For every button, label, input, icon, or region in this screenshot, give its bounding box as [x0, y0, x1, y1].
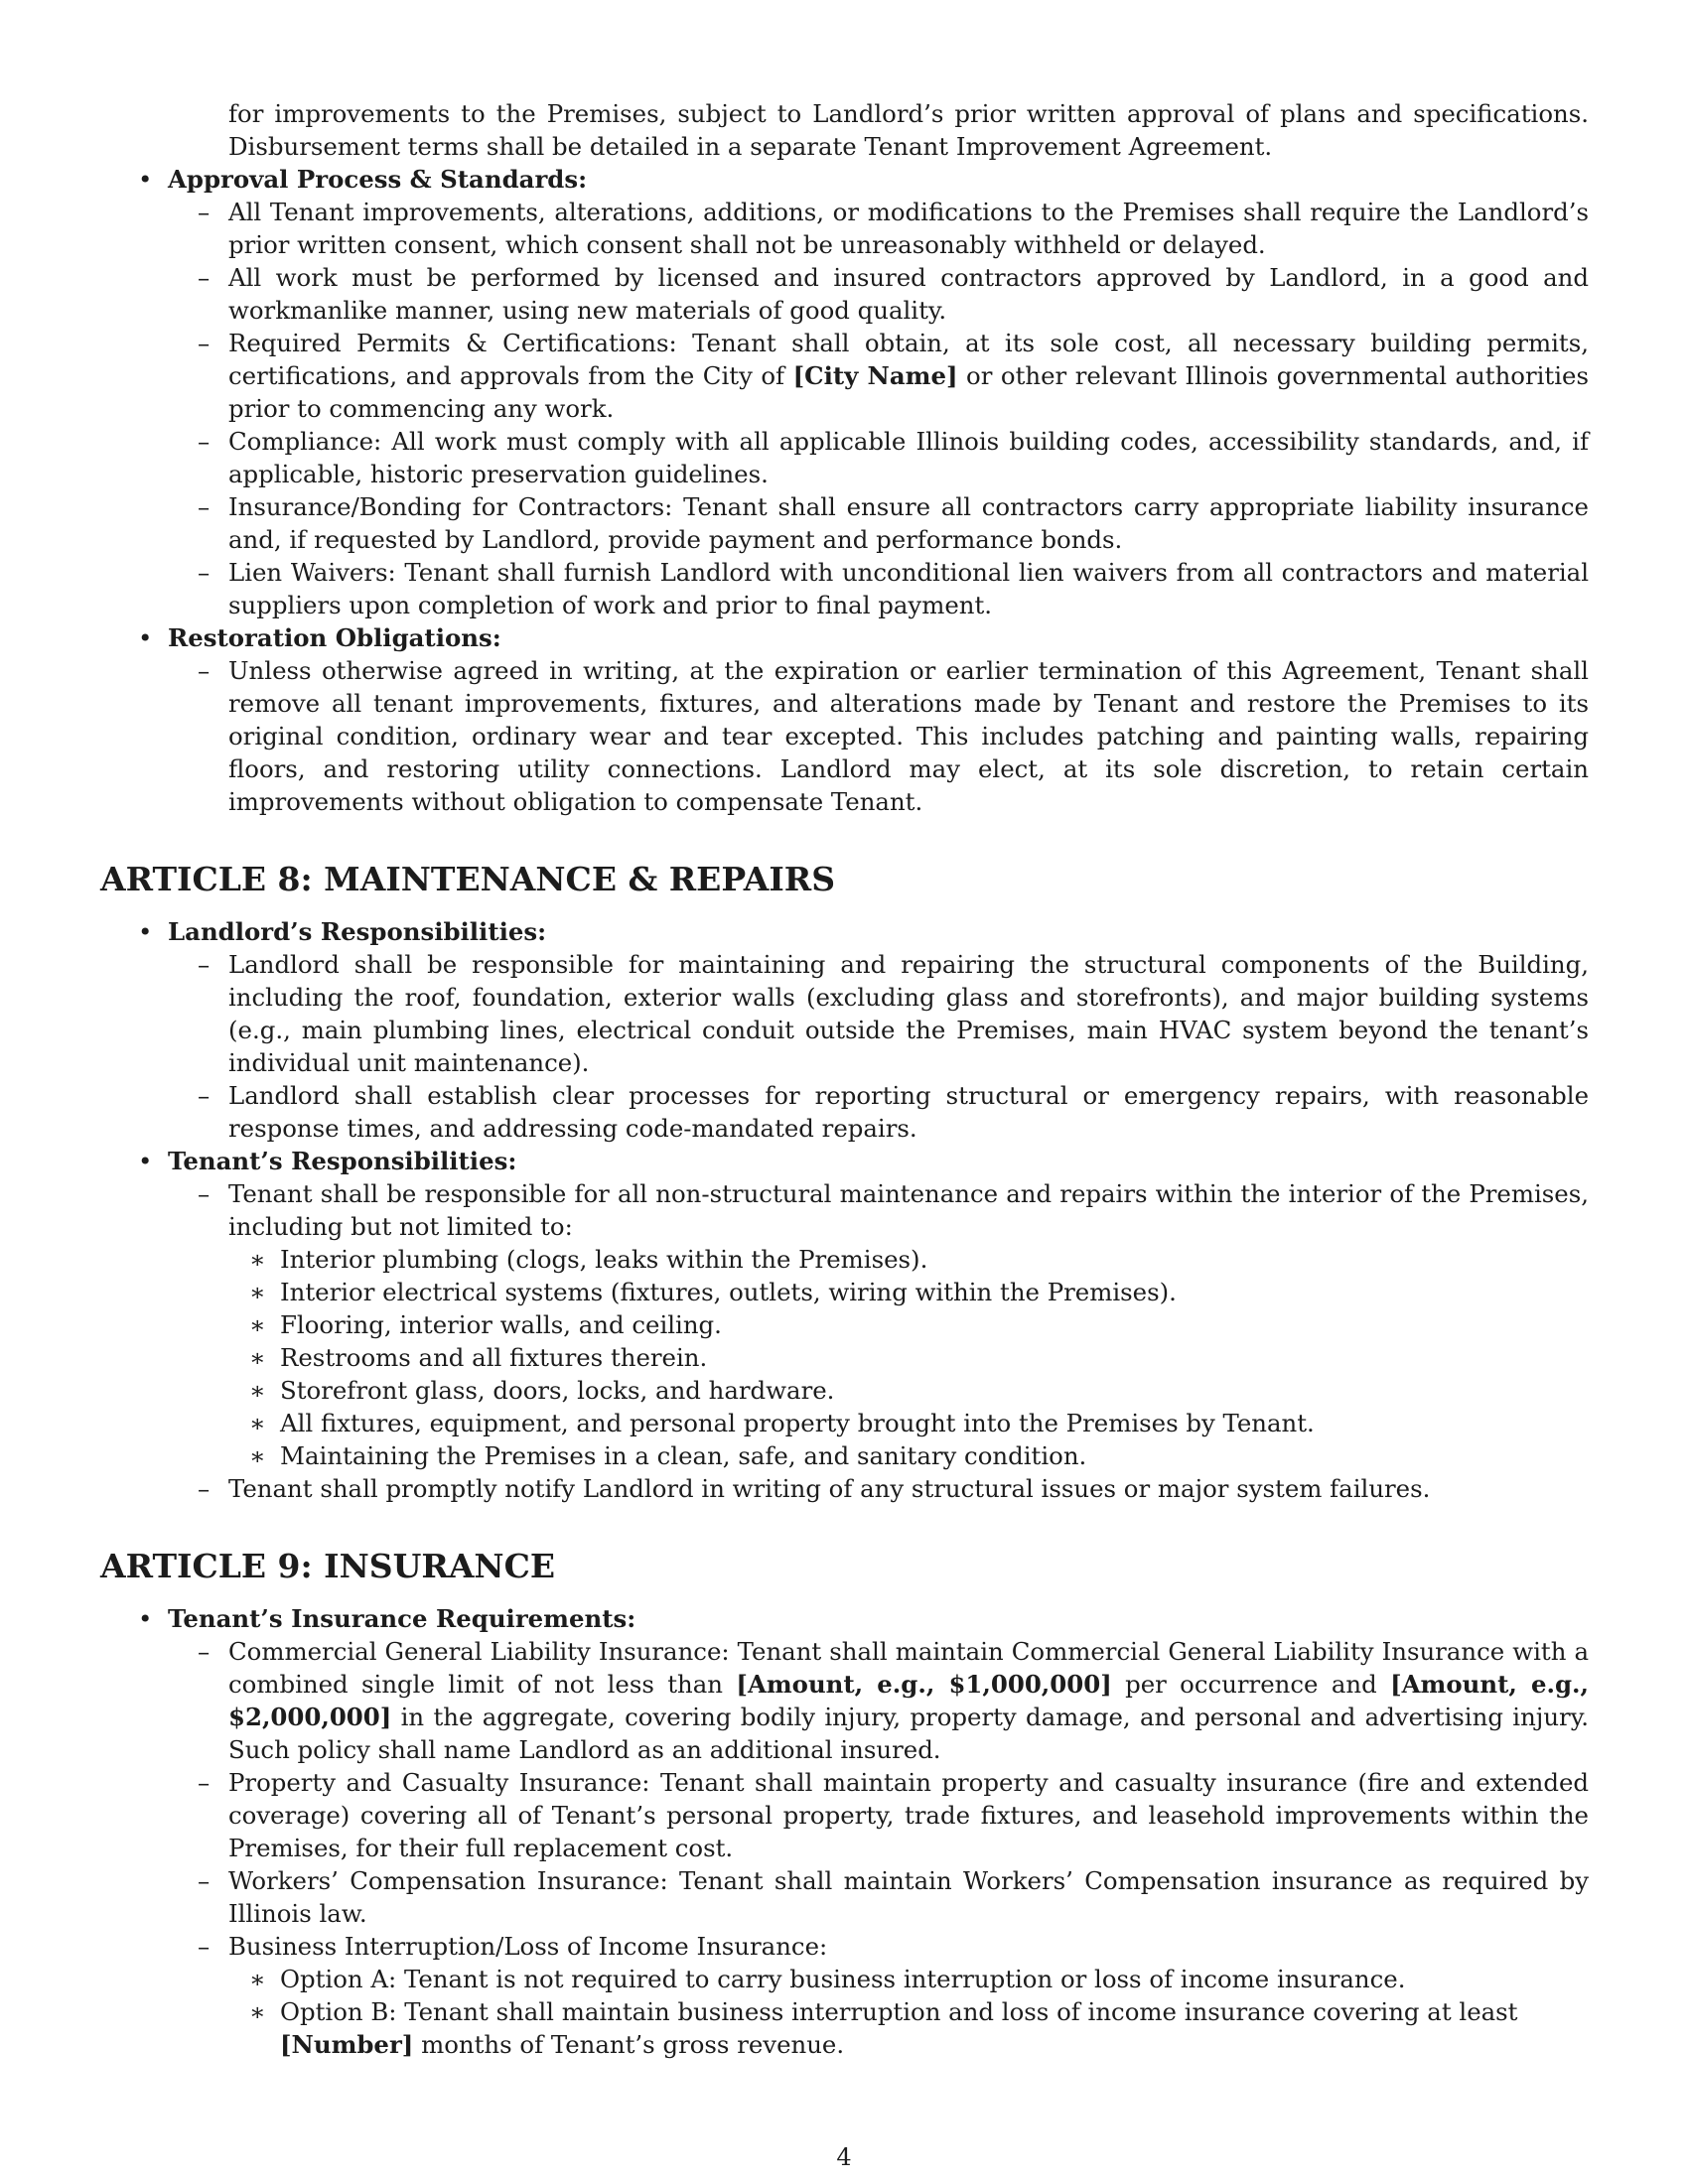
star-marker: ∗ — [249, 1310, 266, 1339]
placeholder-field: [Number] — [280, 2030, 414, 2059]
list-item — [100, 1079, 1589, 1145]
star-marker: ∗ — [249, 1278, 266, 1306]
bullet-marker: • — [138, 623, 153, 652]
dash-marker: – — [198, 198, 211, 226]
placeholder-field: [Amount, e.g., $2,000,000] — [228, 1670, 1590, 1731]
article-8-list — [100, 915, 1589, 1505]
dash-marker: – — [198, 427, 211, 456]
list-item — [100, 327, 1589, 425]
item-text: Option A: Tenant is not required to carry business interruption or loss of income insurance. — [280, 1965, 1406, 1993]
item-text: Landlord shall establish clear processes for reporting structural or emergency repairs, with reasonable response times, and addressing code-mandated repairs. — [228, 1081, 1589, 1143]
list-item — [100, 556, 1589, 621]
list-item — [100, 1766, 1589, 1864]
item-text: Tenant shall promptly notify Landlord in writing of any structural issues or major system failures. — [228, 1474, 1431, 1503]
dash-marker: – — [198, 558, 211, 587]
dash-marker: – — [198, 1637, 211, 1666]
approval-section — [100, 163, 1589, 818]
list-item — [100, 490, 1589, 556]
dash-marker: – — [198, 1081, 211, 1110]
item-text: Compliance: All work must comply with all applicable Illinois building codes, accessibility standards, and, if applicable, historic preservation guidelines. — [228, 427, 1589, 488]
dash-marker: – — [198, 263, 211, 292]
item-text: Unless otherwise agreed in writing, at the expiration or earlier termination of this Agreement, Tenant shall remove all tenant improvements, fixtures, and alterations made by Tenant and restore the Premises to its original condition, ordinary wear and tear excepted. This includes patching and painting walls, repairing floors, and restoring utility connections. Landlord may elect, at its sole discretion, to retain certain improvements without obligation to compensate Tenant. — [228, 656, 1589, 816]
item-text: Restrooms and all fixtures therein. — [280, 1343, 708, 1372]
item-text: All fixtures, equipment, and personal property brought into the Premises by Tenant. — [280, 1409, 1315, 1437]
item-text: in the aggregate, covering bodily injury, property damage, and personal and advertising injury. Such policy shall name Landlord as an additional insured. — [228, 1703, 1589, 1764]
item-text: Interior electrical systems (fixtures, outlets, wiring within the Premises). — [280, 1278, 1177, 1306]
list-item — [100, 1635, 1589, 1766]
list-item — [100, 1243, 1589, 1276]
item-text: Flooring, interior walls, and ceiling. — [280, 1310, 722, 1339]
item-text: Tenant shall be responsible for all non-structural maintenance and repairs within the interior of the Premises, including but not limited to: — [228, 1179, 1589, 1241]
list-item — [100, 1472, 1589, 1505]
bullet-marker: • — [138, 165, 153, 194]
intro-paragraph: for improvements to the Premises, subject to Landlord’s prior written approval of plans and specifications. Disbursement terms shall be detailed in a separate Tenant Improvement Agreement. — [228, 99, 1589, 161]
item-text: Lien Waivers: Tenant shall furnish Landlord with unconditional lien waivers from all contractors and material suppliers upon completion of work and prior to final payment. — [228, 558, 1589, 619]
item-text: Insurance/Bonding for Contractors: Tenant shall ensure all contractors carry appropriate liability insurance and, if requested by Landlord, provide payment and performance bonds. — [228, 492, 1589, 554]
bullet-marker: • — [138, 917, 153, 946]
section-heading: Tenant’s Responsibilities: — [168, 1147, 517, 1175]
dash-marker: – — [198, 329, 211, 357]
list-item — [100, 1177, 1589, 1243]
item-text: Storefront glass, doors, locks, and hardware. — [280, 1376, 835, 1405]
list-item — [100, 1145, 1589, 1177]
item-text: Business Interruption/Loss of Income Insurance: — [228, 1932, 828, 1961]
star-marker: ∗ — [249, 1343, 266, 1372]
list-item — [100, 654, 1589, 818]
list-item — [100, 621, 1589, 654]
list-item — [100, 1963, 1589, 1995]
item-text: Landlord shall be responsible for maintaining and repairing the structural components of the Building, including the roof, foundation, exterior walls (excluding glass and storefronts), and major building systems (e.g., main plumbing lines, electrical conduit outside the Premises, main HVAC system beyond the tenant’s individual unit maintenance). — [228, 950, 1589, 1077]
item-text: months of Tenant’s gross revenue. — [413, 2030, 845, 2059]
section-heading: Approval Process & Standards: — [168, 165, 588, 194]
page-number: 4 — [836, 2143, 852, 2171]
dash-marker: – — [198, 1866, 211, 1895]
item-text: All Tenant improvements, alterations, additions, or modifications to the Premises shall require the Landlord’s prior written consent, which consent shall not be unreasonably withheld or delayed. — [228, 198, 1589, 259]
list-item — [100, 1439, 1589, 1472]
list-item — [100, 1308, 1589, 1341]
article-9-title: ARTICLE 9: INSURANCE — [100, 1547, 556, 1585]
list-item — [100, 261, 1589, 327]
section-heading: Landlord’s Responsibilities: — [168, 917, 547, 946]
dash-marker: – — [198, 1932, 211, 1961]
list-item — [100, 1341, 1589, 1374]
list-item — [100, 1276, 1589, 1308]
star-marker: ∗ — [249, 1997, 266, 2026]
item-text: Workers’ Compensation Insurance: Tenant shall maintain Workers’ Compensation insurance as required by Illinois law. — [228, 1866, 1589, 1928]
dash-marker: – — [198, 492, 211, 521]
placeholder-field: [Amount, e.g., $1,000,000] — [736, 1670, 1112, 1699]
list-item — [100, 1995, 1589, 2061]
item-text: All work must be performed by licensed and insured contractors approved by Landlord, in a good and workmanlike manner, using new materials of good quality. — [228, 263, 1589, 325]
list-item — [100, 425, 1589, 490]
list-item — [100, 1602, 1589, 1635]
section-heading: Restoration Obligations: — [168, 623, 501, 652]
section-heading: Tenant’s Insurance Requirements: — [168, 1604, 636, 1633]
item-text: Option B: Tenant shall maintain business interruption and loss of income insurance covering at least — [280, 1997, 1518, 2026]
item-text: Commercial General Liability Insurance: Tenant shall maintain Commercial General Liability Insurance with a combined single limit of not less than — [228, 1637, 1589, 1699]
dash-marker: – — [198, 656, 211, 685]
placeholder-field: [City Name] — [792, 361, 958, 390]
dash-marker: – — [198, 950, 211, 979]
dash-marker: – — [198, 1179, 211, 1208]
list-item — [100, 196, 1589, 261]
item-text: Interior plumbing (clogs, leaks within the Premises). — [280, 1245, 928, 1274]
item-text: per occurrence and — [1111, 1670, 1391, 1699]
bullet-marker: • — [138, 1147, 153, 1175]
list-item — [100, 1407, 1589, 1439]
article-8-title: ARTICLE 8: MAINTENANCE & REPAIRS — [100, 860, 836, 898]
list-item — [100, 163, 1589, 196]
dash-marker: – — [198, 1474, 211, 1503]
item-text: Property and Casualty Insurance: Tenant shall maintain property and casualty insurance (fire and extended coverage) covering all of Tenant’s personal property, trade fixtures, and leasehold improvements within the Premises, for their full replacement cost. — [228, 1768, 1589, 1862]
star-marker: ∗ — [249, 1441, 266, 1470]
document-page — [100, 97, 1589, 2061]
list-item — [100, 1864, 1589, 1930]
article-9-list — [100, 1602, 1589, 2061]
list-item — [100, 1930, 1589, 1963]
star-marker: ∗ — [249, 1409, 266, 1437]
list-item — [100, 915, 1589, 948]
list-item — [100, 1374, 1589, 1407]
dash-marker: – — [198, 1768, 211, 1797]
star-marker: ∗ — [249, 1965, 266, 1993]
item-text: or other relevant Illinois governmental authorities prior to commencing any work. — [228, 361, 1589, 423]
list-item — [100, 948, 1589, 1079]
item-text: Maintaining the Premises in a clean, safe, and sanitary condition. — [280, 1441, 1087, 1470]
item-text: Required Permits & Certifications: Tenant shall obtain, at its sole cost, all necessary building permits, certifications, and approvals from the City of — [228, 329, 1589, 390]
star-marker: ∗ — [249, 1245, 266, 1274]
star-marker: ∗ — [249, 1376, 266, 1405]
bullet-marker: • — [138, 1604, 153, 1633]
